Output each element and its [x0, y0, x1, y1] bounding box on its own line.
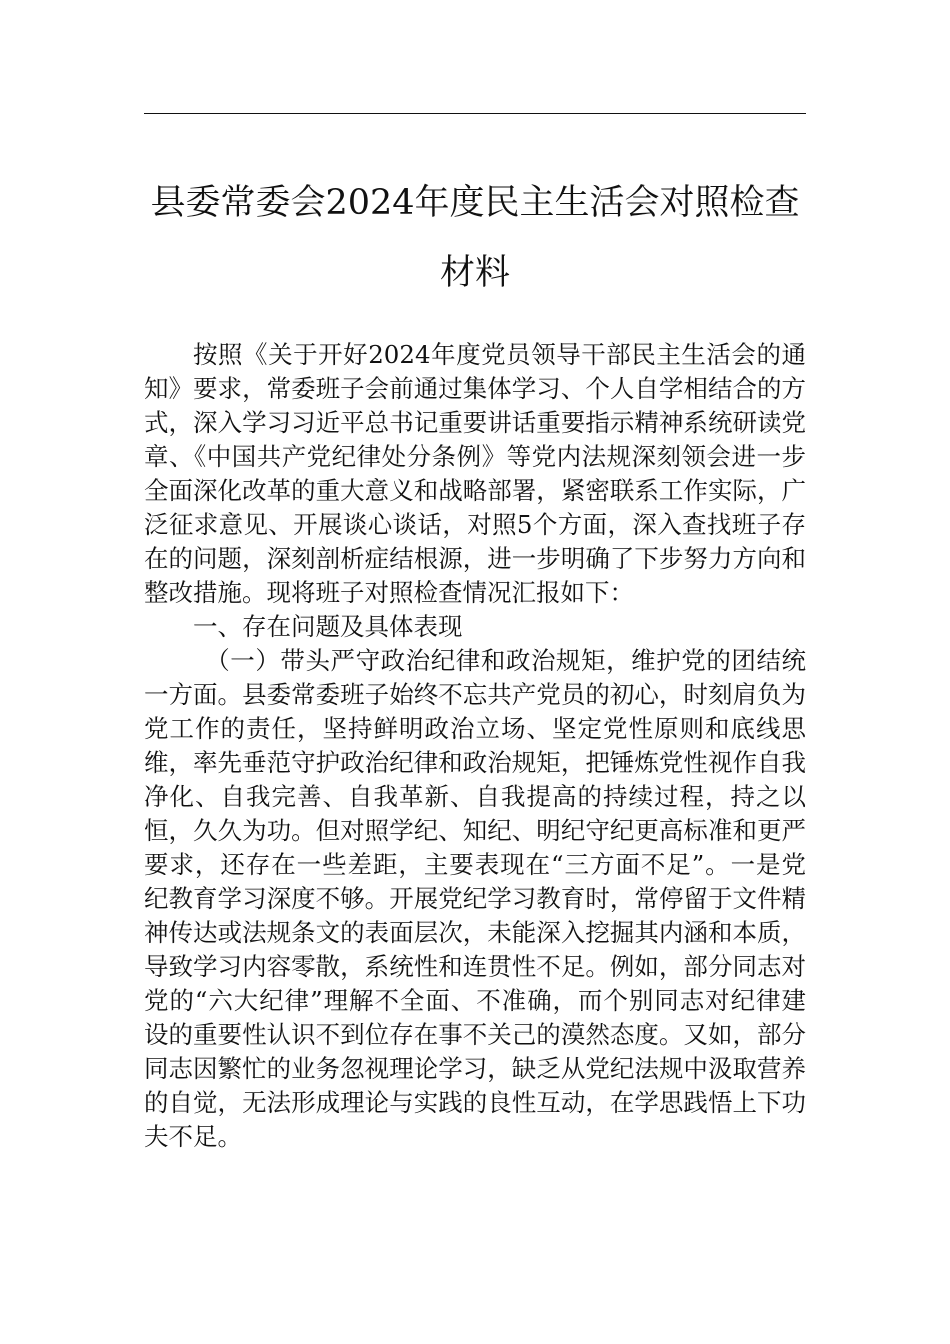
- section-heading: 一、存在问题及具体表现: [193, 612, 463, 641]
- title-line-1: 县委常委会2024年度民主生活会对照检查: [150, 183, 800, 223]
- intro-paragraph: 按照《关于开好2024年度党员领导干部民主生活会的通知》要求，常委班子会前通过集体学习、个人自学相结合的方式，深入学习习近平总书记重要讲话重要指示精神系统研读党章、《中国共产党纪律处分条例》等党内法规深刻领会进一步全面深化改革的重大意义和战略部署，紧密联系工作实际，广泛征求意见、开展谈心谈话，对照5个方面，深入查找班子存在的问题，深刻剖析症结根源，进一步明确了下步努力方向和整改措施。现将班子对照检查情况汇报如下：: [144, 340, 806, 607]
- title-line-2: 材料: [439, 253, 510, 293]
- document-title: [144, 168, 806, 308]
- header-rule: [144, 113, 806, 114]
- document-body: [144, 338, 806, 1154]
- subsection-paragraph: （一）带头严守政治纪律和政治规矩，维护党的团结统一方面。县委常委班子始终不忘共产党员的初心，时刻肩负为党工作的责任，坚持鲜明政治立场、坚定党性原则和底线思维，率先垂范守护政治纪律和政治规矩，把锤炼党性视作自我净化、自我完善、自我革新、自我提高的持续过程，持之以恒，久久为功。但对照学纪、知纪、明纪守纪更高标准和更严要求，还存在一些差距，主要表现在“三方面不足”。一是党纪教育学习深度不够。开展党纪学习教育时，常停留于文件精神传达或法规条文的表面层次，未能深入挖掘其内涵和本质，导致学习内容零散，系统性和连贯性不足。例如，部分同志对党的“六大纪律”理解不全面、不准确，而个别同志对纪律建设的重要性认识不到位存在事不关己的漠然态度。又如，部分同志因繁忙的业务忽视理论学习，缺乏从党纪法规中汲取营养的自觉，无法形成理论与实践的良性互动，在学思践悟上下功夫不足。: [144, 646, 806, 1151]
